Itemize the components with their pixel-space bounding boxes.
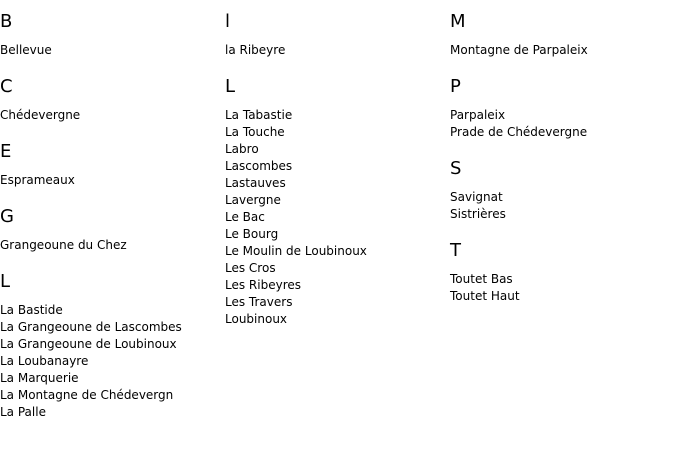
place-list [0,107,220,124]
letter-group [450,76,670,141]
letter-group [0,141,220,189]
place-link[interactable]: Le Bourg [225,227,279,241]
place-link[interactable]: Sistrières [450,207,506,221]
letter-group [0,206,220,254]
place-list [0,302,220,421]
letter-heading: L [225,76,236,97]
letter-group [450,240,670,305]
place-link[interactable]: La Touche [225,125,285,139]
place-link[interactable]: Loubinoux [225,312,288,326]
letter-heading: S [450,158,462,179]
place-list [0,237,220,254]
place-link[interactable]: La Grangeoune de Loubinoux [0,337,177,351]
letter-heading: L [0,271,11,292]
place-link[interactable]: La Montagne de Chédevergn [0,388,174,402]
letter-group [0,11,220,59]
place-link[interactable]: Esprameaux [0,173,75,187]
place-link[interactable]: Prade de Chédevergne [450,125,588,139]
letter-group [450,11,670,59]
letter-heading: l [225,11,231,32]
place-link[interactable]: Lascombes [225,159,293,173]
place-link[interactable]: La Marquerie [0,371,79,385]
place-link[interactable]: Toutet Bas [450,272,513,286]
letter-group [0,76,220,124]
place-link[interactable]: La Bastide [0,303,63,317]
place-list [0,172,220,189]
place-list [450,42,670,59]
place-list [225,42,445,59]
place-link[interactable]: Bellevue [0,43,52,57]
place-link[interactable]: Savignat [450,190,503,204]
place-link[interactable]: Le Moulin de Loubinoux [225,244,367,258]
place-link[interactable]: Toutet Haut [450,289,520,303]
letter-heading: T [450,240,461,261]
place-link[interactable]: Montagne de Parpaleix [450,43,588,57]
index-column-2 [225,0,445,345]
place-link[interactable]: Chédevergne [0,108,81,122]
index-column-1 [0,0,220,438]
place-link[interactable]: La Grangeoune de Lascombes [0,320,182,334]
letter-heading: G [0,206,14,227]
letter-group [225,76,445,328]
place-link[interactable]: La Loubanayre [0,354,89,368]
place-link[interactable]: Le Bac [225,210,265,224]
place-link[interactable]: Lastauves [225,176,286,190]
place-link[interactable]: Labro [225,142,259,156]
place-list [225,107,445,328]
place-link[interactable]: Les Cros [225,261,276,275]
letter-heading: M [450,11,466,32]
index-column-3 [450,0,670,322]
place-list [450,189,670,223]
letter-heading: B [0,11,13,32]
place-link[interactable]: La Tabastie [225,108,293,122]
letter-group [225,11,445,59]
place-link[interactable]: Grangeoune du Chez [0,238,127,252]
letter-heading: E [0,141,12,162]
place-link[interactable]: Lavergne [225,193,281,207]
place-link[interactable]: La Palle [0,405,46,419]
place-link[interactable]: la Ribeyre [225,43,286,57]
place-link[interactable]: Parpaleix [450,108,506,122]
place-link[interactable]: Les Travers [225,295,293,309]
letter-group [0,271,220,421]
letter-heading: P [450,76,461,97]
letter-group [450,158,670,223]
place-list [0,42,220,59]
letter-heading: C [0,76,13,97]
place-list [450,107,670,141]
place-link[interactable]: Les Ribeyres [225,278,302,292]
place-list [450,271,670,305]
